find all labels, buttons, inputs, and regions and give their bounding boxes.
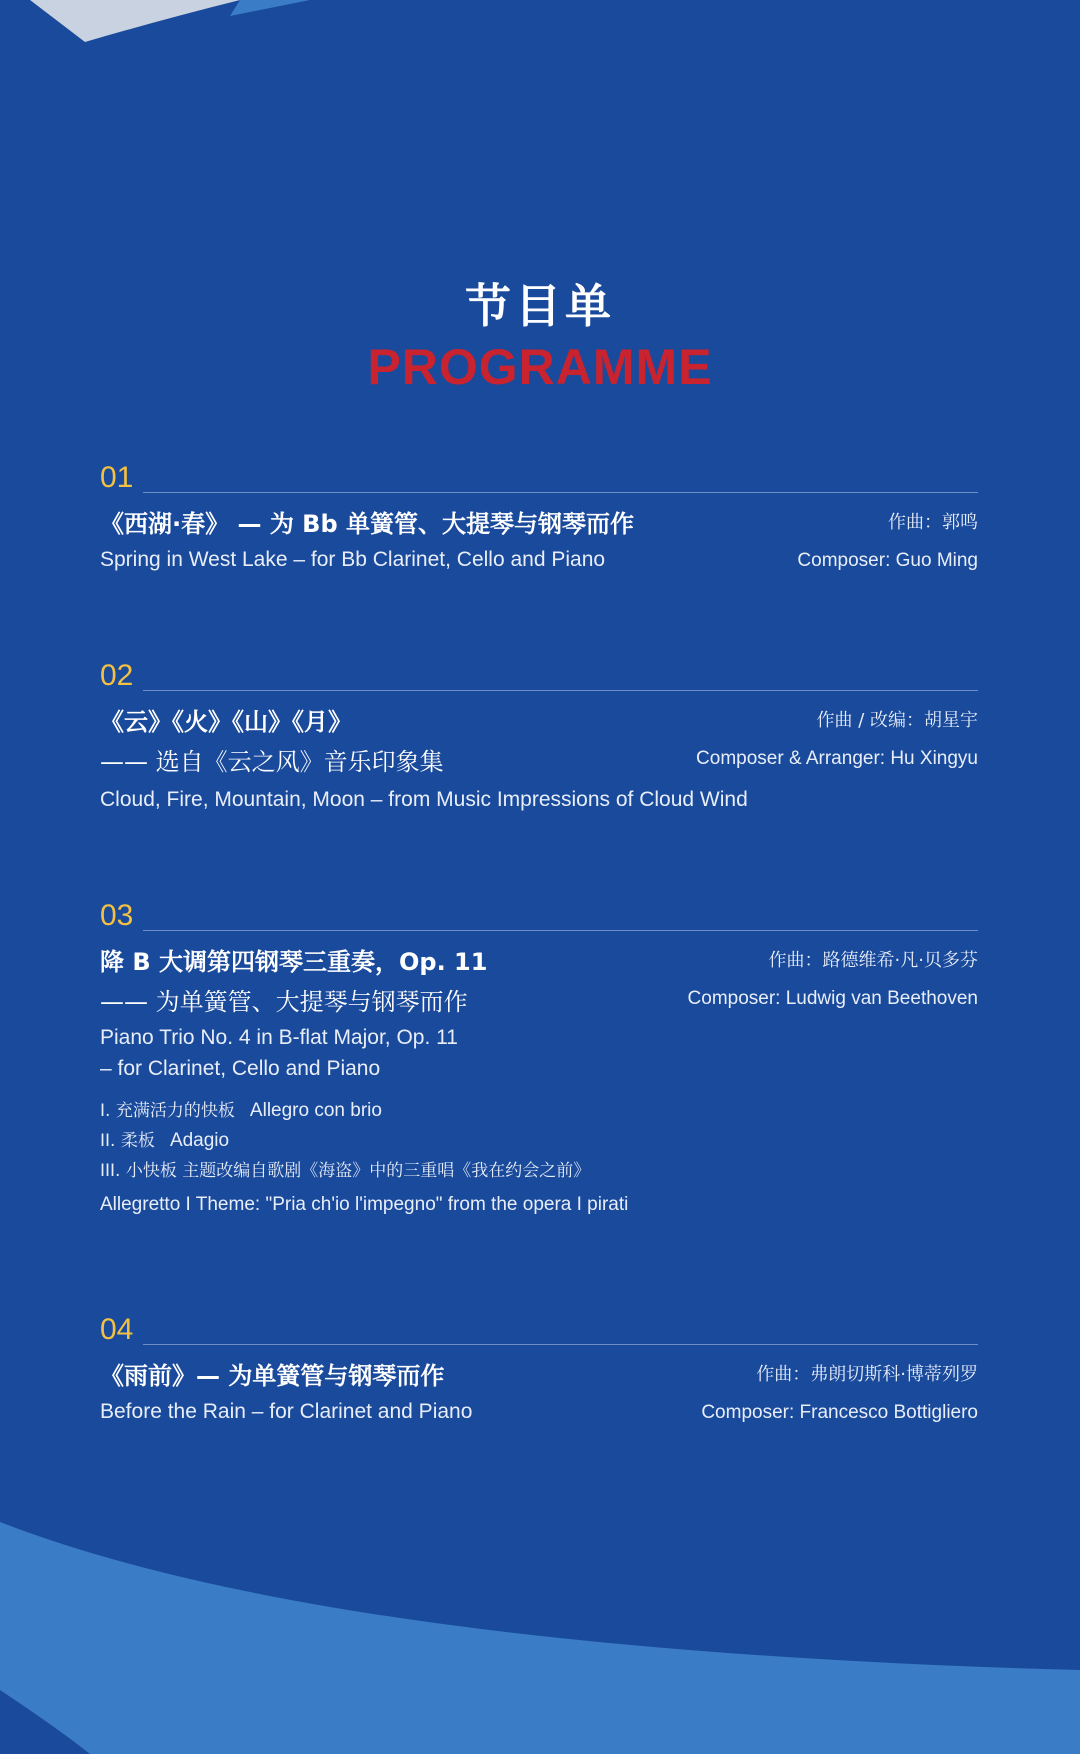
title-chinese: 《云》《火》《山》《月》 (100, 708, 352, 736)
item-number: 02 (100, 659, 134, 692)
composer-english: Composer: Ludwig van Beethoven (687, 988, 978, 1009)
composer-chinese: 作曲：弗朗切斯科·博蒂列罗 (756, 1364, 978, 1385)
subtitle-chinese: —— 为单簧管、大提琴与钢琴而作 (100, 988, 468, 1016)
movement-2-chinese: II. 柔板 (100, 1131, 155, 1151)
programme-heading (0, 278, 1080, 394)
movement-1 (100, 1096, 628, 1126)
programme-item-04 (100, 1314, 978, 1434)
composer-english: Composer: Francesco Bottigliero (701, 1402, 978, 1423)
composer-english: Composer & Arranger: Hu Xingyu (696, 748, 978, 769)
heading-chinese: 节目单 (465, 279, 615, 333)
title-chinese: 《雨前》— 为单簧管与钢琴而作 (100, 1362, 445, 1390)
title-english-line-2: – for Clarinet, Cello and Piano (100, 1057, 381, 1080)
divider-line (143, 690, 978, 691)
programme-item-01 (100, 462, 978, 582)
title-english-line-1: Piano Trio No. 4 in B-flat Major, Op. 11 (100, 1026, 458, 1049)
divider-line (143, 1344, 978, 1345)
item-titles (100, 1356, 472, 1427)
movement-1-chinese: I. 充满活力的快板 (100, 1101, 235, 1121)
item-titles (100, 942, 628, 1220)
item-composer (797, 504, 978, 580)
item-composer (701, 1356, 978, 1432)
title-english: Cloud, Fire, Mountain, Moon – from Music Impressions of Cloud Wind (100, 788, 748, 811)
movement-3 (100, 1156, 628, 1186)
composer-chinese: 作曲 / 改编：胡星宇 (816, 710, 978, 731)
movement-1-english: Allegro con brio (249, 1100, 382, 1121)
title-chinese: 降 B 大调第四钢琴三重奏，Op. 11 (100, 948, 488, 976)
item-titles (100, 504, 634, 575)
item-composer (696, 702, 978, 778)
composer-chinese: 作曲：郭鸣 (888, 512, 978, 533)
item-titles (100, 702, 748, 815)
item-number-row (100, 900, 978, 932)
divider-line (143, 492, 978, 493)
movement-2 (100, 1126, 628, 1156)
movement-3-english: Allegretto I Theme: "Pria ch'io l'impegno" from the opera I pirati (100, 1194, 629, 1215)
item-composer (688, 942, 978, 1018)
item-number: 04 (100, 1313, 134, 1346)
item-number-row (100, 660, 978, 692)
title-english: Before the Rain – for Clarinet and Piano (100, 1400, 473, 1423)
programme-item-03 (100, 900, 978, 1240)
composer-english: Composer: Guo Ming (797, 550, 978, 571)
composer-chinese: 作曲：路德维希·凡·贝多芬 (768, 950, 978, 971)
subtitle-chinese: —— 选自《云之风》音乐印象集 (100, 748, 444, 776)
title-chinese: 《西湖·春》 — 为 Bb 单簧管、大提琴与钢琴而作 (100, 510, 635, 538)
heading-english: PROGRAMME (367, 339, 713, 395)
item-number: 01 (100, 461, 134, 494)
programme-item-02 (100, 660, 978, 830)
title-english: Spring in West Lake – for Bb Clarinet, Cello and Piano (100, 548, 606, 571)
item-number-row (100, 462, 978, 494)
item-number: 03 (100, 899, 134, 932)
movement-2-english: Adagio (169, 1130, 230, 1151)
item-number-row (100, 1314, 978, 1346)
divider-line (143, 930, 978, 931)
movement-3-chinese: III. 小快板 主题改编自歌剧《海盗》中的三重唱《我在约会之前》 (100, 1161, 591, 1181)
